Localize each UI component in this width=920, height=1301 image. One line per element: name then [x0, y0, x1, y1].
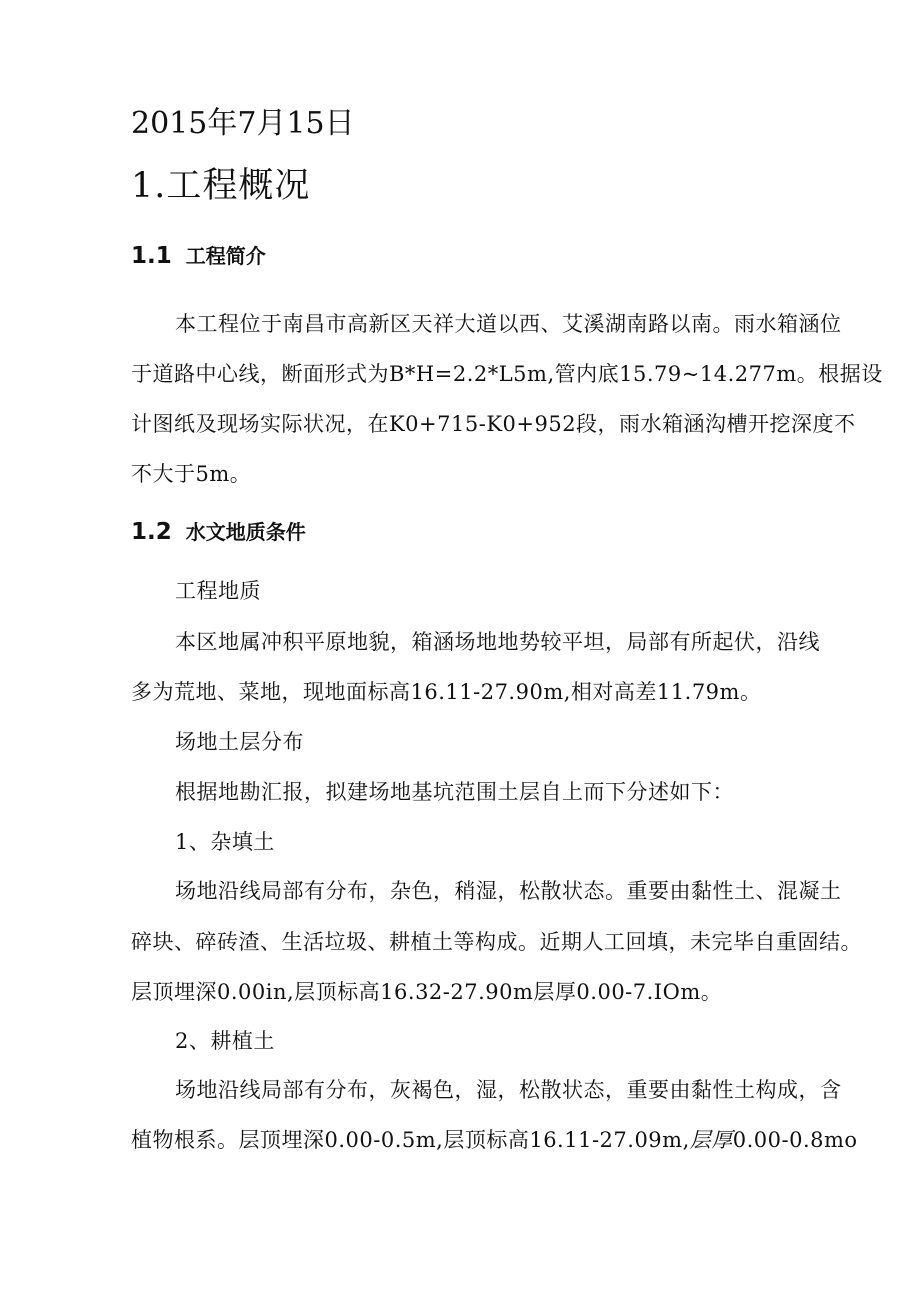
text-run: 植物根系。层顶埋深0.00-0.5m,层顶标高16.11-27.09m,	[131, 1128, 690, 1152]
paragraph-line: 不大于5m。	[131, 462, 252, 486]
paragraph-line: 计图纸及现场实际状况，在K0+715-K0+952段，雨水箱涵沟槽开挖深度不	[131, 412, 856, 436]
text-run-italic: 层厚	[689, 1128, 733, 1152]
subheading-soil-layers: 场地土层分布	[175, 730, 304, 754]
paragraph-line: 多为荒地、菜地，现地面标高16.11-27.90m,相对高差11.79m。	[131, 680, 762, 704]
paragraph-line: 碎块、碎砖渣、生活垃圾、耕植土等构成。近期人工回填，未完毕自重固结。	[131, 930, 862, 954]
paragraph-line: 于道路中心线，断面形式为B*H=2.2*L5m,管内底15.79~14.277m。根据设	[131, 362, 883, 386]
paragraph-line: 根据地勘汇报，拟建场地基坑范围土层自上而下分述如下：	[175, 780, 734, 804]
paragraph-line: 场地沿线局部有分布，杂色，稍湿，松散状态。重要由黏性土、混凝土	[175, 879, 842, 903]
paragraph-line: 场地沿线局部有分布，灰褐色，湿，松散状态，重要由黏性土构成，含	[175, 1078, 842, 1102]
document-date: 2015年7月15日	[131, 106, 355, 141]
text-run: 0.00-0.8mo	[732, 1128, 858, 1152]
section-number: 1.2	[131, 519, 172, 545]
section-title: 水文地质条件	[185, 520, 306, 544]
subheading-engineering-geology: 工程地质	[175, 579, 261, 603]
section-heading-1-2	[131, 519, 306, 545]
section-heading-1-1	[131, 243, 266, 269]
paragraph-line: 层顶埋深0.00in,层顶标高16.32-27.90m层厚0.00-7.IOm。	[131, 980, 723, 1004]
layer-title: 1、杂填土	[175, 830, 275, 854]
layer-title: 2、耕植土	[175, 1029, 275, 1053]
heading-engineering-overview: 1.工程概况	[131, 166, 311, 206]
paragraph-line: 本区地属冲积平原地貌，箱涵场地地势较平坦，局部有所起伏，沿线	[175, 630, 820, 654]
section-title: 工程简介	[185, 244, 266, 268]
paragraph-line	[131, 1127, 858, 1153]
paragraph-line: 本工程位于南昌市高新区天祥大道以西、艾溪湖南路以南。雨水箱涵位	[175, 312, 842, 336]
section-number: 1.1	[131, 243, 172, 269]
